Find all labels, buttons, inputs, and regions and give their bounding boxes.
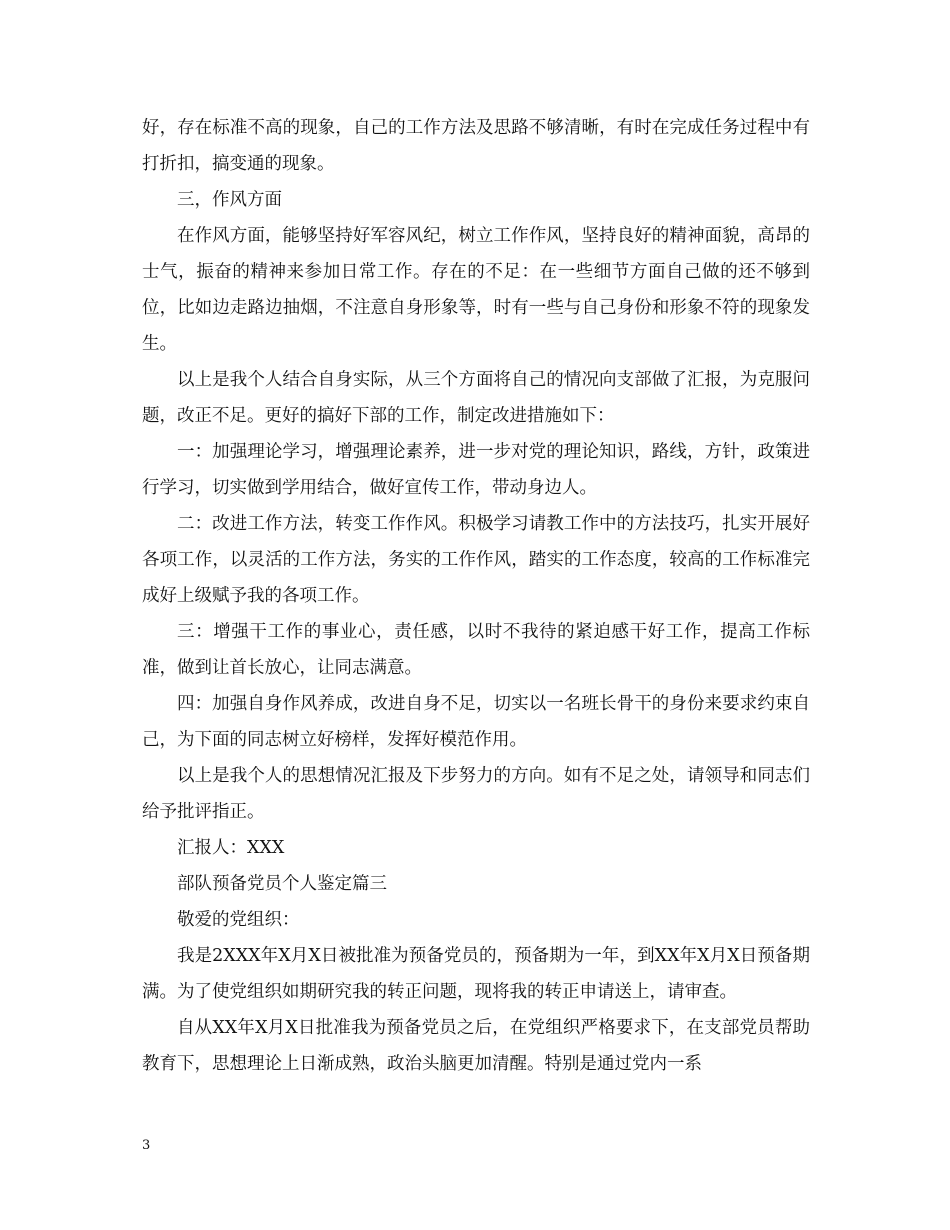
section-heading-style: 三，作风方面 [177, 190, 282, 210]
paragraph-application-intro: 我是2XXX年X月X日被批准为预备党员的，预备期为一年，到XX年X月X日预备期满。为了使党组织如期研究我的转正问题，现将我的转正申请送上，请审查。 [142, 946, 810, 1002]
paragraph-summary-intro: 以上是我个人结合自身实际，从三个方面将自己的情况向支部做了汇报，为克服问题，改正不足。更好的搞好下部的工作，制定改进措施如下： [142, 370, 810, 426]
paragraph-measure-four: 四：加强自身作风养成，改进自身不足，切实以一名班长骨干的身份来要求约束自己，为下面的同志树立好榜样，发挥好模范作用。 [142, 694, 810, 750]
paragraph-closing: 以上是我个人的思想情况汇报及下步努力的方向。如有不足之处，请领导和同志们给予批评指正。 [142, 766, 810, 822]
section-title-part-three: 部队预备党员个人鉴定篇三 [177, 874, 387, 894]
document-body [142, 110, 810, 1082]
reporter-signature: 汇报人：XXX [177, 838, 285, 858]
paragraph-style-assessment: 在作风方面，能够坚持好军容风纪，树立工作作风，坚持良好的精神面貌，高昂的士气，振奋的精神来参加日常工作。存在的不足：在一些细节方面自己做的还不够到位，比如边走路边抽烟，不注意自身形象等，时有一些与自己身份和形象不符的现象发生。 [142, 226, 810, 354]
salutation: 敬爱的党组织： [177, 910, 300, 930]
paragraph-measure-one: 一：加强理论学习，增强理论素养，进一步对党的理论知识，路线，方针，政策进行学习，切实做到学用结合，做好宣传工作，带动身边人。 [142, 442, 810, 498]
paragraph-measure-three: 三：增强干工作的事业心，责任感，以时不我待的紧迫感干好工作，提高工作标准，做到让首长放心，让同志满意。 [142, 622, 810, 678]
paragraph-measure-two: 二：改进工作方法，转变工作作风。积极学习请教工作中的方法技巧，扎实开展好各项工作，以灵活的工作方法，务实的工作作风，踏实的工作态度，较高的工作标准完成好上级赋予我的各项工作。 [142, 514, 810, 606]
paragraph-continued: 好，存在标准不高的现象，自己的工作方法及思路不够清晰，有时在完成任务过程中有打折扣，搞变通的现象。 [142, 118, 810, 174]
page-number: 3 [142, 1138, 151, 1153]
paragraph-since-approval: 自从XX年X月X日批准我为预备党员之后，在党组织严格要求下，在支部党员帮助教育下，思想理论上日渐成熟，政治头脑更加清醒。特别是通过党内一系 [142, 1018, 810, 1074]
